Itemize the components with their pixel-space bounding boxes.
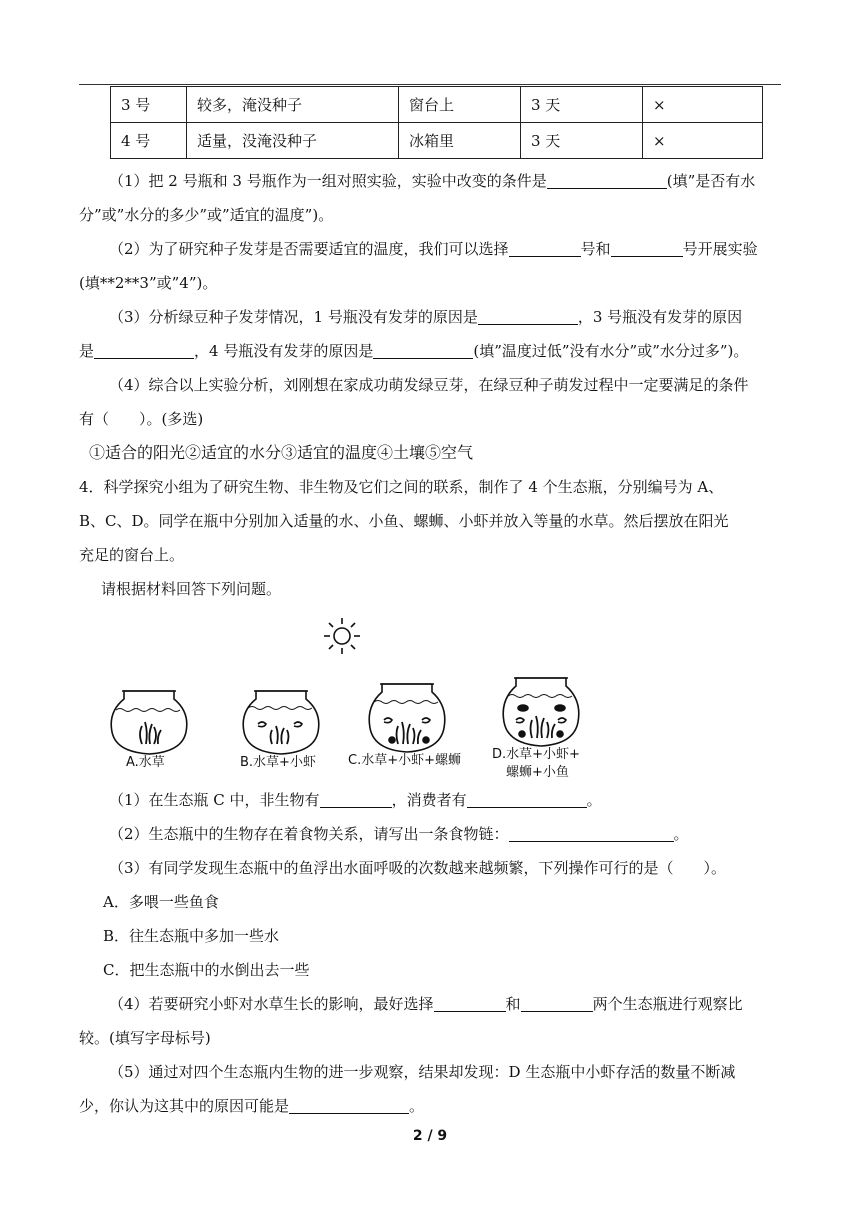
q4-option-c: C．把生态瓶中的水倒出去一些 (103, 961, 310, 979)
answer-blank[interactable] (289, 1097, 409, 1114)
q4-option-a: A．多喂一些鱼食 (103, 893, 219, 911)
bottle-a (111, 691, 187, 754)
answer-blank[interactable] (478, 308, 578, 325)
table-cell: 适量，没淹没种子 (187, 123, 399, 159)
page-number: 2 / 9 (412, 1128, 448, 1144)
bottle-d-label-line-1: D.水草+小虾+ (492, 747, 580, 762)
q4-item-3: （3）有同学发现生态瓶中的鱼浮出水面呼吸的次数越来越频繁，下列操作可行的是（ ）。 (109, 859, 727, 877)
fish-icon (518, 705, 565, 711)
shrimp-icon (258, 722, 302, 727)
experiment-table (110, 86, 763, 159)
q4-prompt: 请根据材料回答下列问题。 (101, 580, 282, 598)
sun-icon (324, 618, 360, 654)
bottle-b (243, 691, 319, 754)
q4-intro-line-1: 4．科学探究小组为了研究生物、非生物及它们之间的联系，制作了 4 个生态瓶，分别编号为 A、 (79, 478, 724, 496)
table-cell: 窗台上 (399, 87, 521, 123)
q3-item-1-line-1: （1）把 2 号瓶和 3 号瓶作为一组对照实验，实验中改变的条件是 (填”是否有水 (109, 172, 756, 190)
water-plant-icon (531, 716, 556, 738)
answer-blank[interactable] (373, 342, 473, 359)
water-plant-icon (397, 722, 422, 744)
q3-item-4-line-2: 有（ ）。(多选) (79, 410, 204, 428)
answer-blank[interactable] (521, 995, 593, 1012)
shrimp-icon (384, 718, 430, 723)
q4-item-5-line-2: 少，你认为这其中的原因可能是 。 (79, 1097, 425, 1115)
table-cell: 3 天 (521, 87, 643, 123)
eco-bottles-figure (108, 616, 628, 782)
bottle-c-label: C.水草+小虾+螺蛳 (348, 753, 461, 768)
q3-item-2-line-1: （2）为了研究种子发芽是否需要适宜的温度，我们可以选择 号和 号开展实验 (109, 240, 758, 258)
q4-item-2: （2）生态瓶中的生物存在着食物关系，请写出一条食物链： 。 (109, 825, 689, 843)
table-cell: × (643, 123, 763, 159)
q4-item-4-line-1: （4）若要研究小虾对水草生长的影响，最好选择 和 两个生态瓶进行观察比 (109, 995, 743, 1013)
q4-item-1: （1）在生态瓶 C 中，非生物有 ，消费者有 。 (109, 791, 602, 809)
table-row (111, 87, 763, 123)
snail-icon (389, 737, 429, 743)
answer-blank[interactable] (509, 240, 581, 257)
bottle-d (503, 678, 579, 746)
table-row (111, 123, 763, 159)
q4-intro-line-3: 充足的窗台上。 (79, 546, 185, 564)
water-plant-icon (271, 726, 289, 744)
water-plant-icon (140, 722, 161, 744)
bottle-b-label: B.水草+小虾 (240, 755, 316, 770)
q4-option-b: B．往生态瓶中多加一些水 (103, 927, 280, 945)
q3-item-3-line-2: 是 ，4 号瓶没有发芽的原因是 (填”温度过低”没有水分”或”水分过多”)。 (79, 342, 749, 360)
q3-item-3-line-1: （3）分析绿豆种子发芽情况，1 号瓶没有发芽的原因是 ，3 号瓶没有发芽的原因 (109, 308, 743, 326)
header-rule (79, 84, 781, 85)
q3-item-2-line-2: (填**2**3”或”4”)。 (79, 274, 218, 292)
bottle-c (369, 684, 445, 752)
q4-item-5-line-1: （5）通过对四个生态瓶内生物的进一步观察，结果却发现：D 生态瓶中小虾存活的数量不断减 (109, 1063, 736, 1081)
q4-item-4-line-2: 较。(填写字母标号) (79, 1029, 211, 1047)
table-cell: 4 号 (111, 123, 187, 159)
q3-item-1-line-2: 分”或”水分的多少”或”适宜的温度”)。 (79, 206, 334, 224)
q3-options: ①适合的阳光②适宜的水分③适宜的温度④土壤⑤空气 (89, 443, 474, 462)
table-cell: 3 天 (521, 123, 643, 159)
table-cell: 3 号 (111, 87, 187, 123)
q4-intro-line-2: B、C、D。同学在瓶中分别加入适量的水、小鱼、螺蛳、小虾并放入等量的水草。然后摆放在阳光 (79, 512, 729, 530)
answer-blank[interactable] (509, 825, 674, 842)
table-cell: 较多，淹没种子 (187, 87, 399, 123)
q3-item-4-line-1: （4）综合以上实验分析，刘刚想在家成功萌发绿豆芽，在绿豆种子萌发过程中一定要满足的条件 (109, 376, 749, 394)
answer-blank[interactable] (547, 172, 667, 189)
answer-blank[interactable] (434, 995, 506, 1012)
answer-blank[interactable] (611, 240, 683, 257)
answer-blank[interactable] (467, 791, 587, 808)
table-cell: 冰箱里 (399, 123, 521, 159)
table-cell: × (643, 87, 763, 123)
answer-blank[interactable] (320, 791, 392, 808)
shrimp-icon (516, 718, 566, 723)
bottle-a-label: A.水草 (126, 755, 165, 770)
bottle-d-label-line-2: 螺蛳+小鱼 (506, 765, 569, 780)
answer-blank[interactable] (94, 342, 194, 359)
